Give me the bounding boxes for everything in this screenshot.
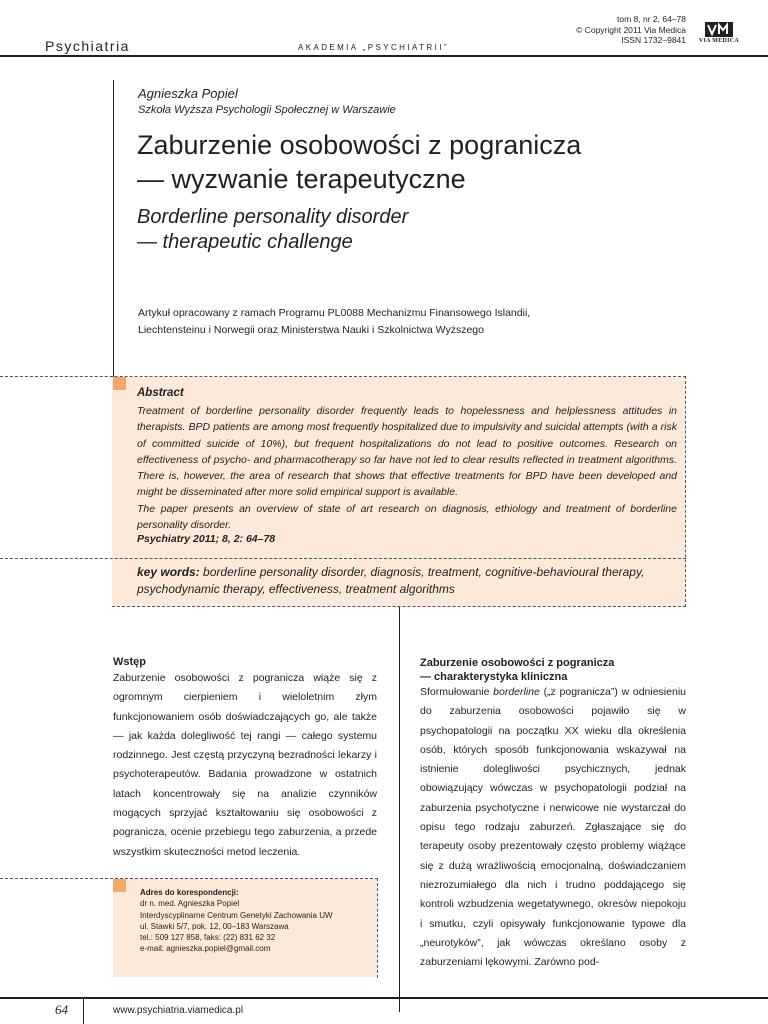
correspondence-line: Interdyscyplinarne Centrum Genetyki Zachowania UW: [140, 910, 333, 920]
keywords: [137, 564, 677, 598]
dashed-rule-top: [0, 376, 686, 377]
section-heading-line2: — charakterystyka kliniczna: [420, 671, 568, 683]
correspondence-line: e-mail: agnieszka.popiel@gmail.com: [140, 944, 271, 954]
correspondence-marker: [113, 879, 126, 892]
author-affiliation: Szkoła Wyższa Psychologii Społecznej w Warszawie: [138, 104, 396, 116]
title-english: [137, 205, 697, 255]
footer-rule: [0, 997, 768, 999]
intro-heading: Wstęp: [113, 656, 146, 668]
keywords-label: key words:: [137, 565, 200, 579]
title-english-line1: Borderline personality disorder: [137, 206, 409, 228]
funding-line2: Liechtensteinu i Norwegii oraz Ministerstwa Nauki i Szkolnictwa Wyższego: [138, 324, 484, 336]
journal-name: Psychiatria: [45, 38, 130, 54]
dashed-rule-middle: [0, 558, 686, 559]
dashed-rule-right: [685, 376, 686, 607]
section-text-part2: („z pogranicza”) w odniesieniu do zaburzenia osobowości pojawiło się w psychopatologii na początku XX wieku dla określenia osób, których sposób funkcjonowania wskazywał na istnienie dolegliwości psychicznych, jednak obowiązujący wówczas w psychopatologii podział na zaburzenia psychotyczne i nerwicowe nie wystarczał do opisu tego rodzaju zaburzeń. Zgłaszające się do terapeuty osoby prezentowały często problemy wiążące się z dużą wrażliwością emocjonalną, doświadczaniem niezrozumiałego dla nich i trudno poddającego się kontroli wzbudzenia wegetatywnego, okresów niepokoju i smutku, czyli opisywały funkcjonowanie typowe dla „neurotyków”, jak wówczas określano osoby z zaburzeniami lękowymi. Zarówno pod-: [420, 686, 686, 969]
left-margin-rule: [113, 80, 114, 377]
page-number: 64: [55, 1002, 68, 1017]
author-name: Agnieszka Popiel: [138, 86, 238, 101]
title-english-line2: — therapeutic challenge: [137, 231, 353, 253]
via-medica-logo-icon: [697, 22, 741, 48]
issn-text: ISSN 1732–9841: [621, 35, 686, 45]
column-divider: [399, 607, 400, 1012]
volume-info: tom 8, nr 2, 64–78: [617, 14, 686, 24]
dashed-rule-corr-top: [0, 878, 378, 879]
abstract-citation: Psychiatry 2011; 8, 2: 64–78: [137, 533, 276, 545]
correspondence-line: dr n. med. Agnieszka Popiel: [140, 899, 240, 909]
title-polish-line2: — wyzwanie terapeutyczne: [137, 164, 466, 194]
correspondence-text: [140, 887, 372, 955]
keywords-list: borderline personality disorder, diagnosis, treatment, cognitive-behavioural therapy, psychodynamic therapy, effectiveness, treatment algorithms: [137, 565, 645, 596]
correspondence-line: ul. Stawki 5/7, pok. 12, 00–183 Warszawa: [140, 921, 289, 931]
correspondence-title: Adres do korespondencji:: [140, 888, 239, 897]
logo-text: VIA MEDICA: [698, 38, 740, 44]
section-heading: [420, 656, 686, 684]
correspondence-line: tel.: 509 127 858, faks: (22) 831 62 32: [140, 933, 276, 943]
copyright-text: © Copyright 2011 Via Medica: [576, 24, 686, 35]
section-heading-line1: Zaburzenie osobowości z pogranicza: [420, 657, 615, 669]
title-polish: [137, 128, 697, 196]
abstract-heading: Abstract: [137, 387, 184, 399]
section-text-part1: Sformułowanie: [420, 686, 494, 698]
section-title: AKADEMIA „PSYCHIATRII”: [298, 43, 449, 52]
header-rule: [0, 55, 768, 57]
abstract-paragraph: Treatment of borderline personality disorder frequently leads to hopelessness and helplessness attitudes in therapists. BPD patients are among most frequently hospitalized due to impulsivity and suicidal attempts (with a risk of committed suicide of 10%), but frequent hospitalizations do not lead to positive outcomes. Research on effectiveness of psycho- and pharmacotherapy so far have not led to clear results reflected in treatment algorithms. There is, however, the area of research that shows that effective treatments for BPD have been developed and might be disseminated after more solid empirical support is available.: [137, 405, 677, 499]
footer-url: www.psychiatria.viamedica.pl: [113, 1005, 244, 1016]
funding-line1: Artykuł opracowany z ramach Programu PL0088 Mechanizmu Finansowego Islandii,: [138, 307, 531, 319]
abstract-body: [137, 403, 677, 533]
section-text: [420, 683, 686, 972]
abstract-paragraph: The paper presents an overview of state of art research on diagnosis, ethiology and treatment of borderline personality disorder.: [137, 502, 677, 532]
funding-note: [138, 305, 658, 339]
dashed-rule-corr-right: [377, 878, 378, 978]
abstract-marker: [113, 377, 126, 390]
title-polish-line1: Zaburzenie osobowości z pogranicza: [137, 130, 582, 160]
intro-text: Zaburzenie osobowości z pogranicza wiąże się z ogromnym cierpieniem i wieloletnim złym funkcjonowaniem osób doświadczających go, ale także — jak każda dolegliwość tej rangi — całego systemu rodzinnego. Jest częstą przyczyną bezradności lekarzy i psychoterapeutów. Badania prowadzone w ostatnich latach koncentrowały się na analizie czynników mogących sprzyjać kształtowaniu się osobowości z pogranicza, ocenie przebiegu tego zaburzenia, a przede wszystkim skuteczności metod leczenia.: [113, 672, 377, 858]
publication-info: [520, 14, 686, 46]
section-text-italic: borderline: [493, 686, 540, 698]
footer-divider: [83, 997, 84, 1024]
